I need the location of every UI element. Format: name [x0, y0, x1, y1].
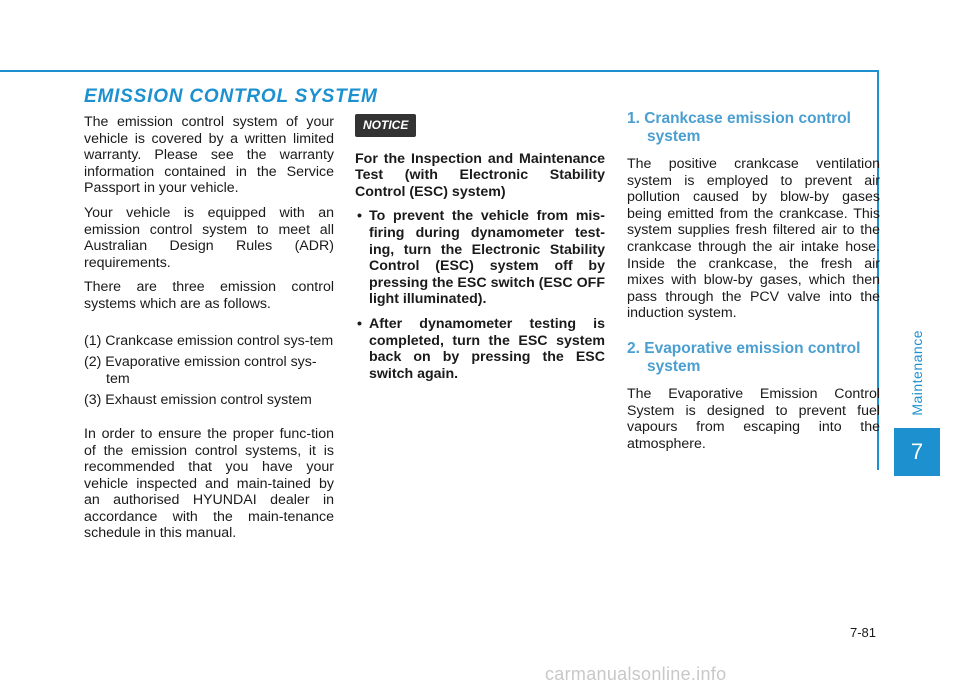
section-title: EMISSION CONTROL SYSTEM	[84, 86, 378, 107]
notice-heading: For the Inspection and Maintenance Test (with Electronic Stability Control (ESC) system)	[355, 150, 605, 200]
notice-badge: NOTICE	[355, 114, 416, 137]
crankcase-text: The positive crankcase ventilation system is employed to prevent air pollution caused by blow-by gases being emitted from the crankcase. This system supplies fresh filtered air to the crankcase through the air intake hose. Inside the crankcase, the fresh air mixes with blow-by gases, which then pass through the PCV valve into the induction system.	[627, 156, 880, 322]
list-item-crankcase: (1) Crankcase emission control sys-tem	[84, 332, 334, 349]
watermark: carmanualsonline.info	[545, 664, 727, 684]
paragraph-maintenance: In order to ensure the proper func-tion of the emission control systems, it is recommended that you have your vehicle inspected and main-tained by an authorised HYUNDAI dealer in accordance with the main-tenance schedule in this manual.	[84, 425, 334, 542]
notice-column	[355, 114, 605, 390]
top-rule	[0, 70, 878, 72]
list-item-exhaust: (3) Exhaust emission control system	[84, 392, 312, 409]
evaporative-title: 2. Evaporative emission control system	[627, 339, 861, 375]
notice-bullet-disable-esc: • To prevent the vehicle from mis-firing during dynamometer test-ing, turn the Electronic Stability Control (ESC) system off by pressing the ESC switch (ESC OFF light illuminated).	[355, 208, 605, 308]
spacer	[84, 321, 334, 333]
chapter-number-box: 7	[894, 428, 940, 476]
spacer	[84, 414, 334, 426]
side-tab-label-text: Maintenance	[909, 330, 925, 416]
paragraph-adr: Your vehicle is equipped with an emission control system to meet all Australian Design Rules (ADR) requirements.	[84, 204, 334, 271]
paragraph-warranty: The emission control system of your vehicle is covered by a written limited warranty. Please see the warranty information contained in the Service Passport in your vehicle.	[84, 114, 334, 197]
right-column	[627, 110, 880, 460]
evaporative-text: The Evaporative Emission Control System is designed to prevent fuel vapours from escaping into the atmosphere.	[627, 385, 880, 452]
paragraph-three-systems: There are three emission control systems which are as follows.	[84, 279, 334, 312]
crankcase-title: 1. Crankcase emission control system	[627, 110, 851, 145]
list-item-evaporative: (2) Evaporative emission control sys-tem	[84, 354, 317, 387]
side-tab-label	[894, 328, 940, 418]
left-column	[84, 114, 334, 550]
page-number: 7-81	[849, 625, 876, 640]
notice-bullet-enable-esc: • After dynamometer testing is completed, turn the ESC system back on by pressing the ESC switch again.	[355, 316, 605, 382]
